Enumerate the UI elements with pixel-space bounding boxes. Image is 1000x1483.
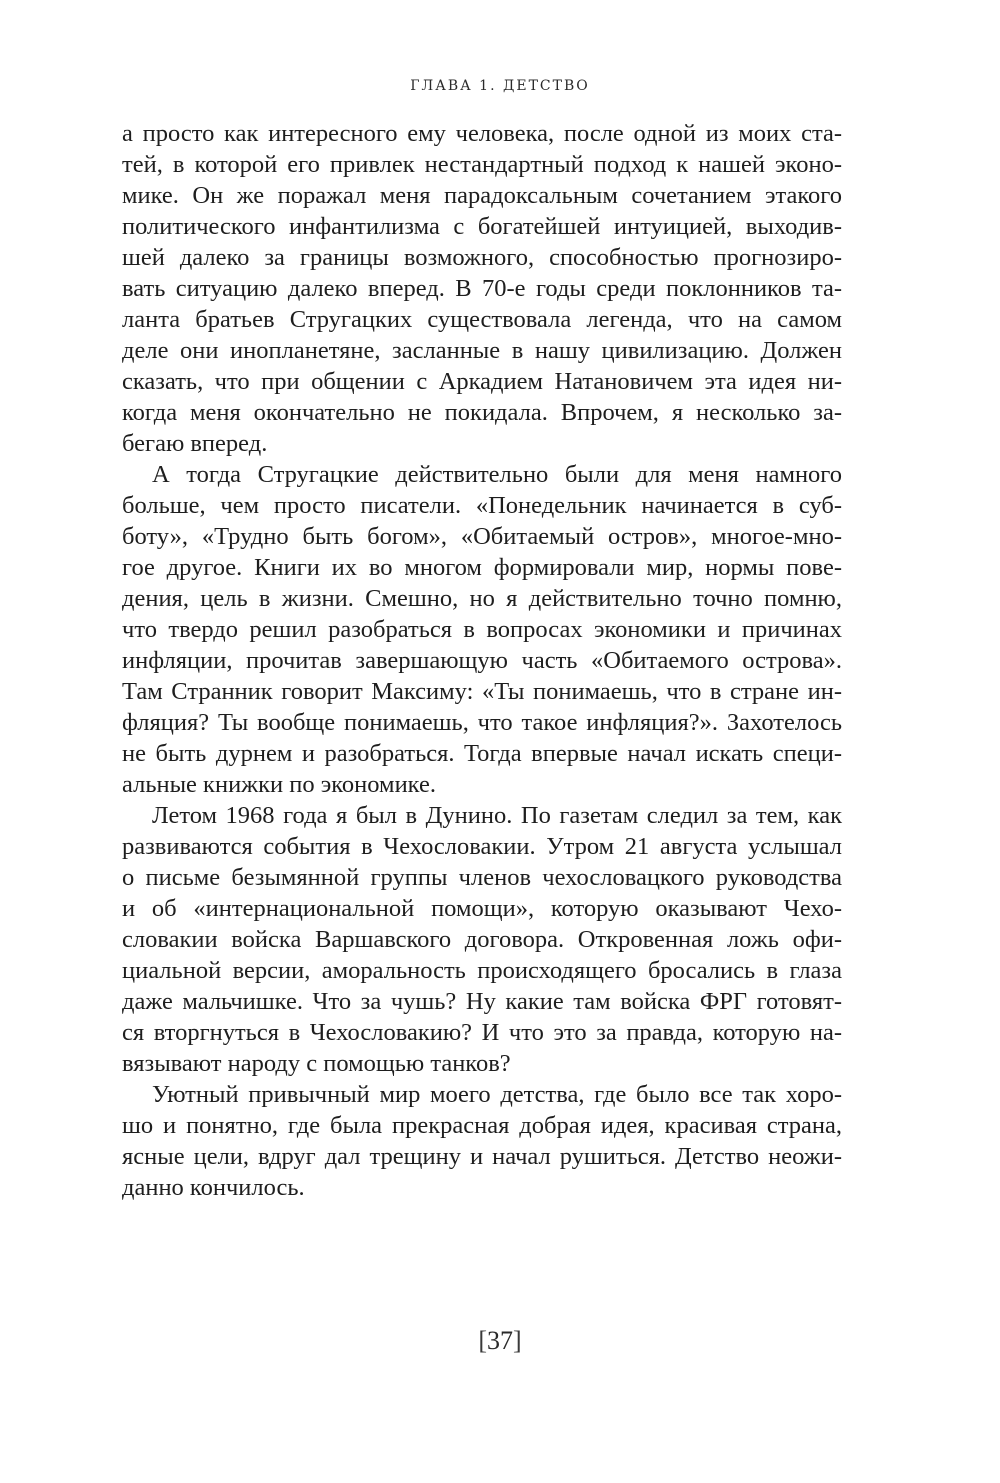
folio-bracket-open: [ <box>478 1326 487 1355</box>
text-line: и об «интернациональной помощи», которую оказывают Чехо- <box>122 895 842 922</box>
text-line: боту», «Трудно быть богом», «Обитаемый остров», многое-мно- <box>122 523 842 550</box>
text-line: о письме безымянной группы членов чехословацкого руководства <box>122 864 842 891</box>
text-line: Там Странник говорит Максиму: «Ты понимаешь, что в стране ин- <box>122 678 842 705</box>
folio-bracket-close: ] <box>513 1326 522 1355</box>
text-line: гое другое. Книги их во многом формировали мир, нормы пове- <box>122 554 842 581</box>
text-line: ясные цели, вдруг дал трещину и начал рушиться. Детство неожи- <box>122 1143 842 1170</box>
text-line: больше, чем просто писатели. «Понедельник начинается в суб- <box>122 492 842 519</box>
text-line: что твердо решил разобраться в вопросах экономики и причинах <box>122 616 842 643</box>
text-line: а просто как интересного ему человека, после одной из моих ста- <box>122 120 842 147</box>
text-line: не быть дурнем и разобраться. Тогда впервые начал искать специ- <box>122 740 842 767</box>
text-line: развиваются события в Чехословакии. Утром 21 августа услышал <box>122 833 842 860</box>
text-line: словакии войска Варшавского договора. Откровенная ложь офи- <box>122 926 842 953</box>
text-line: вязывают народу с помощью танков? <box>122 1050 511 1077</box>
text-line: циальной версии, аморальность происходящего бросались в глаза <box>122 957 842 984</box>
running-head: ГЛАВА 1. ДЕТСТВО <box>410 78 590 94</box>
text-line: даже мальчишке. Что за чушь? Ну какие там войска ФРГ готовят- <box>122 988 842 1015</box>
page-number-value: 37 <box>487 1326 513 1355</box>
text-line: фляция? Ты вообще понимаешь, что такое инфляция?». Захотелось <box>122 709 842 736</box>
text-line: шей далеко за границы возможного, способностью прогнозиро- <box>122 244 842 271</box>
text-line: шо и понятно, где была прекрасная добрая идея, красивая страна, <box>122 1112 842 1139</box>
text-line: когда меня окончательно не покидала. Впрочем, я несколько за- <box>122 399 842 426</box>
text-line: Уютный привычный мир моего детства, где было все так хоро- <box>152 1081 842 1108</box>
text-line: сказать, что при общении с Аркадием Натановичем эта идея ни- <box>122 368 842 395</box>
text-line: мике. Он же поражал меня парадоксальным сочетанием этакого <box>122 182 842 209</box>
text-line: ланта братьев Стругацких существовала легенда, что на самом <box>122 306 842 333</box>
text-line: вать ситуацию далеко вперед. В 70-е годы среди поклонников та- <box>122 275 842 302</box>
text-line: Летом 1968 года я был в Дунино. По газетам следил за тем, как <box>152 802 842 829</box>
text-line: ся вторгнуться в Чехословакию? И что это за правда, которую на- <box>122 1019 842 1046</box>
text-line: тей, в которой его привлек нестандартный подход к нашей эконо- <box>122 151 842 178</box>
text-line: А тогда Стругацкие действительно были для меня намного <box>152 461 842 488</box>
text-line: дения, цель в жизни. Смешно, но я действительно точно помню, <box>122 585 842 612</box>
text-line: данно кончилось. <box>122 1174 305 1201</box>
text-line: деле они инопланетяне, засланные в нашу цивилизацию. Должен <box>122 337 842 364</box>
text-line: инфляции, прочитав завершающую часть «Обитаемого острова». <box>122 647 842 674</box>
text-body <box>122 118 842 1203</box>
text-line: альные книжки по экономике. <box>122 771 436 798</box>
text-line: политического инфантилизма с богатейшей интуицией, выходив- <box>122 213 842 240</box>
page-number <box>0 1326 1000 1356</box>
text-line: бегаю вперед. <box>122 430 268 457</box>
